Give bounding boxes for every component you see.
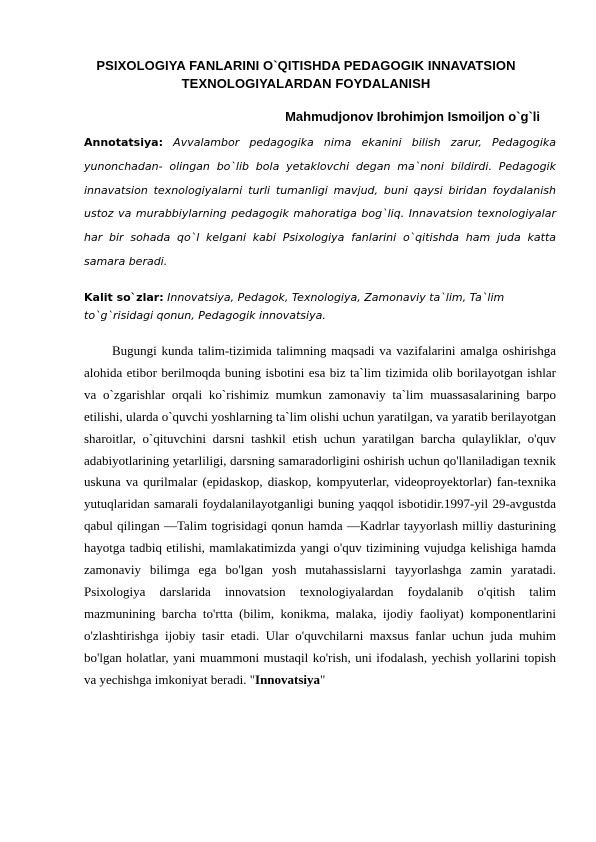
body-paragraph-text: Bugungi kunda talim-tizimida talimning maqsadi va vazifalarini amalga oshirishga alohida etibor berilmoqda buning isbotini esa biz ta`lim tizimida olib borilayotgan ishlar va o`zgarishlar orqali ko`rishimiz mumkun zamonaviy ta`lim muassasalarining barpo etilishi, ularda o`quvchi yoshlarning ta`lim olishi uchun yaratilgan, va yaratib berilayotgan sharoitlar, o`qituvchini darsni tashkil etish uchun yaratilgan barcha qulayliklar, o'quv adabiyotlarining yetarliligi, darsning samaradorligini oshirish uchun qo'llaniladigan texnik uskuna va qurilmalar (epidaskop, diaskop, kompyuterlar, videoproyektorlar) fan-texnika yutuqlaridan samarali foydalanilayotganligi buning yaqqol isbotidir.1997-yil 29-avgustda qabul qilingan ―Talim togrisidagi qonun hamda ―Kadrlar tayyorlash milliy dasturining hayotga tadbiq etilishi, mamlakatimizda yangi o'quv tizimining vujudga kelishiga hamda zamonaviy bilimga ega bo'lgan yosh mutahassislarni tayyorlashga zamin yaratadi. Psixologiya darslarida innovatsion texnologiyalardan foydalanib o'qitish talim mazmunining barcha to'rtta (bilim, konikma, malaka, ijodiy faoliyat) komponentlarini o'zlashtirishga ijobiy tasir etadi. Ular o'quvchilarni maxsus fanlar uchun juda muhim bo'lgan holatlar, yani muammoni mustaqil ko'rish, uni ifodalash, yechish yollarini topish va yechishga imkoniyat beradi. " <box>84 343 556 687</box>
annotation-label: Annotatsiya: <box>84 136 163 149</box>
annotation-paragraph <box>84 131 556 274</box>
keywords-text: Innovatsiya, Pedagok, Texnologiya, Zamonaviy ta`lim, Ta`lim to`g`risidagi qonun, Pedagogik innovatsiya. <box>84 291 505 322</box>
body-text <box>84 340 556 691</box>
keywords-label: Kalit so`zlar: <box>84 291 164 304</box>
body-paragraph-tail: " <box>320 671 326 687</box>
annotation-text: Avvalambor pedagogika nima ekanini bilish zarur, Pedagogika yunonchadan- olingan bo`lib bola yetaklovchi degan ma`noni bildirdi. Pedagogik innavatsion texnologiyalarni turli tumanligi mavjud, buni qaysi biridan foydalanish ustoz va murabbiylarning pedagogik mahoratiga bog`liq. Innavatsion texnologiyalar har bir sohada qo`l kelgani kabi Psixologiya fanlarini o`qitishda ham juda katta samara beradi. <box>84 136 556 268</box>
article-title: PSIXOLOGIYA FANLARINI O`QITISHDA PEDAGOGIK INNAVATSION TEXNOLOGIYALARDAN FOYDALANISH <box>96 58 516 91</box>
body-bold-term: Innovatsiya <box>255 671 321 687</box>
keywords-paragraph <box>84 289 556 325</box>
author-name: Mahmudjonov Ibrohimjon Ismoiljon o`g`li <box>285 109 540 124</box>
body-paragraph <box>84 340 556 691</box>
